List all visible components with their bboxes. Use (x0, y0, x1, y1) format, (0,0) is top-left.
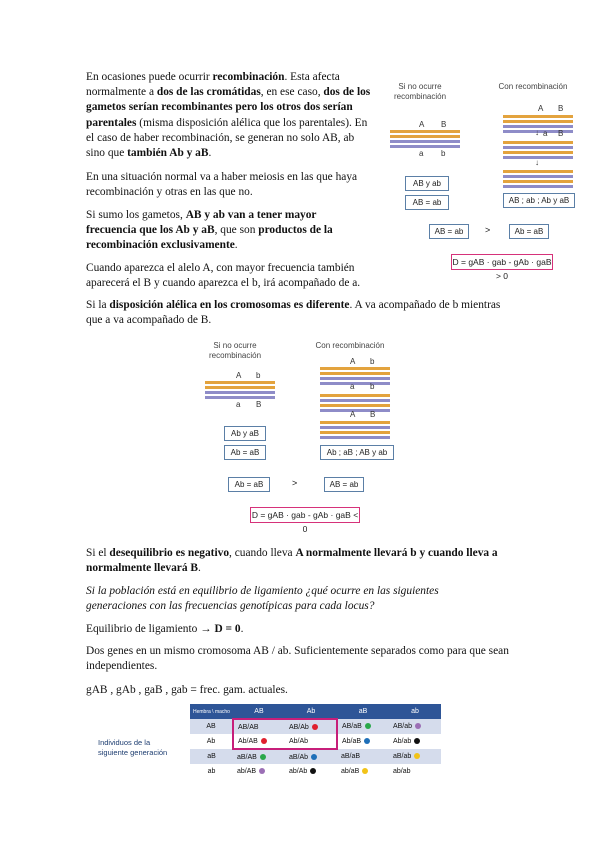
table-cell (233, 764, 285, 778)
red-dot-icon (312, 724, 318, 730)
chromosome-bar (320, 431, 390, 434)
compare-left-box: Ab = aB (228, 477, 270, 492)
cell-text: ab/aB (340, 767, 360, 775)
yellow-dot-icon (362, 768, 368, 774)
chromosome-bar (503, 120, 573, 123)
table-header-row (190, 704, 441, 719)
purple-dot-icon (259, 768, 265, 774)
paragraph-recombination (86, 70, 376, 161)
table-cell (337, 764, 389, 778)
table-caption: Individuos de la siguiente generación (98, 738, 168, 757)
cell-text: ab/AB (236, 767, 257, 775)
text: . A va acompañado de b mientras que a va acompañado de B. (86, 299, 501, 327)
bold-text: recombinación (212, 71, 285, 83)
text: Si la (86, 299, 110, 311)
bold-text: D = 0 (214, 623, 241, 635)
bold-text: dos de los gametos serían recombinantes pero los otros dos serían parentales (86, 86, 371, 129)
text: En una situación normal va a haber meiosis en las que haya recombinación y otras en las que no. (86, 171, 358, 199)
chromosome-bar (503, 146, 573, 149)
green-dot-icon (365, 723, 371, 729)
row-header: AB (206, 723, 216, 730)
paragraph-gametes-sum (86, 208, 364, 254)
allele-label: A (419, 120, 425, 129)
blue-dot-icon (311, 754, 317, 760)
table-cell (285, 734, 337, 749)
chromosome-bar (503, 185, 573, 188)
text: (misma disposición alélica que los parentales). En el caso de haber recombinación, se generan no solo AB, ab sino que (86, 116, 368, 160)
table-cell (337, 719, 389, 734)
purple-dot-icon (415, 723, 421, 729)
chromosome-bar (205, 386, 275, 389)
allele-label: a (419, 149, 424, 158)
chromosome-bar (503, 170, 573, 173)
table-cell (389, 764, 441, 778)
cell-text: AB/Ab (288, 723, 309, 731)
black-dot-icon (414, 738, 420, 744)
allele-label: a (350, 382, 355, 391)
gametes-equal-box: AB = ab (405, 195, 449, 210)
chromosome-bar (320, 426, 390, 429)
red-dot-icon (261, 738, 267, 744)
table-cell (285, 719, 337, 734)
chromosome-bar (503, 180, 573, 183)
cell-text: ab/Ab (288, 767, 308, 775)
chromosome-bar (320, 367, 390, 370)
arrow-down-icon: ↓ (535, 128, 539, 137)
paragraph-different-disposition (86, 298, 516, 328)
chromosome-bar (503, 141, 573, 144)
paragraph-equilibrium (86, 622, 486, 637)
green-dot-icon (260, 754, 266, 760)
chromosome-bar (320, 436, 390, 439)
text: , que son (214, 224, 259, 237)
chromosome-bar (320, 421, 390, 424)
compare-left-box: AB = ab (429, 224, 469, 239)
yellow-dot-icon (414, 753, 420, 759)
cell-text: Ab/Ab (288, 737, 309, 745)
allele-label: a (236, 400, 241, 409)
chromosome-bar (503, 115, 573, 118)
table-cell (233, 749, 285, 764)
table-cell (285, 749, 337, 764)
text: Cuando aparezca el alelo A, con mayor frecuencia también aparecerá el B y cuando aparezca el b, irá acompañado de a. (86, 262, 361, 290)
row-header: Ab (206, 738, 216, 745)
gametes-box: Ab y aB (224, 426, 266, 441)
chromosome-bar (205, 391, 275, 394)
cell-text: Ab/AB (237, 737, 258, 745)
cell-text: AB/aB (341, 723, 362, 730)
greater-than: > (485, 225, 491, 235)
table-cell (285, 764, 337, 778)
paragraph-allele-A (86, 261, 386, 291)
chromosome-bar (390, 140, 460, 143)
allele-label: b (370, 357, 375, 366)
compare-right-box: AB = ab (324, 477, 364, 492)
bold-text: dos de las cromátidas (156, 86, 261, 99)
allele-label: B (558, 129, 564, 138)
bold-text: desequilibrio es negativo (109, 547, 230, 559)
diagram-negative-ld (200, 337, 400, 532)
text: Equilibrio de ligamiento (86, 623, 201, 635)
cell-text: Ab/aB (341, 738, 362, 745)
text: gAB , gAb , gaB , gab = frec. gam. actuales. (86, 684, 288, 696)
arrow-right-icon: → (200, 623, 212, 635)
allele-label: B (558, 104, 564, 113)
paragraph-two-genes (86, 644, 526, 674)
table-cell (337, 749, 389, 764)
black-dot-icon (310, 768, 316, 774)
allele-label: A (236, 371, 242, 380)
chromosome-bar (390, 130, 460, 133)
allele-label: B (370, 410, 376, 419)
text: Si el (86, 547, 110, 559)
table-row (190, 734, 441, 749)
column-header: ab (389, 704, 441, 719)
right-title: Con recombinación (498, 82, 568, 91)
allele-label: a (543, 129, 548, 138)
bold-text: A normalmente llevará b y cuando lleva a normalmente llevará B (86, 547, 498, 575)
cell-text: AB/ab (392, 723, 413, 730)
text: Dos genes en un mismo cromosoma AB / ab. Suficientemente separados como para que sean independientes. (86, 645, 509, 673)
table-cell (337, 734, 389, 749)
table-cell (233, 719, 285, 734)
recombinant-gametes-box: AB ; ab ; Ab y aB (503, 193, 575, 208)
chromosome-bar (320, 399, 390, 402)
cell-text: AB/AB (237, 723, 259, 731)
row-header: ab (207, 767, 216, 775)
chromosome-bar (320, 394, 390, 397)
corner-cell: Hembra \ macho (190, 704, 233, 719)
chromosome-bar (320, 404, 390, 407)
column-header: AB (233, 704, 285, 719)
chromosome-bar (390, 135, 460, 138)
text: Si sumo los gametos, (86, 209, 186, 221)
table-row (190, 764, 441, 778)
allele-label: b (370, 382, 375, 391)
bold-text: AB y ab van a tener mayor frecuencia que los Ab y aB (86, 209, 317, 237)
text: . Esta afecta normalmente a (86, 71, 340, 99)
chromosome-bar (503, 175, 573, 178)
text: . (208, 147, 212, 160)
recombinant-gametes-box: Ab ; aB ; AB y ab (320, 445, 394, 460)
bold-text: productos de la recombinación exclusivamente (86, 224, 333, 252)
paragraph-gamete-frequencies (86, 683, 486, 698)
table-cell (389, 734, 441, 749)
gametes-box: AB y ab (405, 176, 449, 191)
column-header: aB (337, 704, 389, 719)
cell-text: Ab/ab (392, 738, 412, 745)
gametes-equal-box: Ab = aB (224, 445, 266, 460)
text: . (240, 623, 244, 635)
allele-label: b (256, 371, 261, 380)
allele-label: B (256, 400, 262, 409)
allele-label: b (441, 149, 446, 158)
chromosome-bar (320, 382, 390, 385)
ld-formula-positive: D = gAB · gab - gAb · gaB > 0 (451, 254, 553, 270)
text: . (197, 562, 201, 575)
allele-label: A (350, 410, 356, 419)
text: , en ese caso, (260, 86, 324, 99)
chromosome-bar (320, 372, 390, 375)
row-header: aB (207, 753, 216, 760)
greater-than: > (292, 478, 298, 488)
chromosome-bar (205, 381, 275, 384)
chromosome-bar (390, 145, 460, 148)
column-header: Ab (285, 704, 337, 719)
chromosome-bar (320, 377, 390, 380)
table-cell (389, 719, 441, 734)
bold-text: también Ab y aB (127, 147, 209, 160)
chromosome-bar (205, 396, 275, 399)
diagram-positive-ld (385, 78, 585, 281)
paragraph-meiosis (86, 170, 361, 200)
right-title: Con recombinación (315, 341, 385, 350)
text: , cuando lleva (229, 547, 296, 559)
arrow-down-icon: ↓ (535, 158, 539, 167)
allele-label: A (538, 104, 544, 113)
genotype-table (190, 704, 442, 778)
cell-text: aB/AB (236, 753, 257, 761)
table-row (190, 749, 441, 764)
table-cell (389, 749, 441, 764)
text: . (234, 239, 238, 252)
left-title: Si no ocurre recombinación (393, 82, 447, 101)
compare-right-box: Ab = aB (509, 224, 549, 239)
allele-label: A (350, 357, 356, 366)
table-cell (233, 734, 285, 749)
cell-text: aB/Ab (288, 753, 309, 761)
table-row (190, 719, 441, 734)
chromosome-bar (503, 151, 573, 154)
text: Si la población está en equilibrio de ligamiento ¿qué ocurre en las siguientes generaciones con las frecuencias genotípicas para cada locus? (86, 585, 439, 613)
paragraph-question (86, 584, 486, 614)
text: En ocasiones puede ocurrir (86, 71, 213, 83)
left-title: Si no ocurre recombinación (208, 341, 262, 360)
cell-text: aB/ab (392, 753, 412, 760)
paragraph-negative-ld (86, 546, 526, 576)
cell-text: ab/ab (392, 767, 411, 775)
blue-dot-icon (364, 738, 370, 744)
cell-text: aB/aB (340, 753, 361, 760)
allele-label: B (441, 120, 447, 129)
ld-formula-negative: D = gAB · gab - gAb · gaB < 0 (250, 507, 360, 523)
bold-text: disposición alélica en los cromosomas es diferente (109, 299, 350, 311)
